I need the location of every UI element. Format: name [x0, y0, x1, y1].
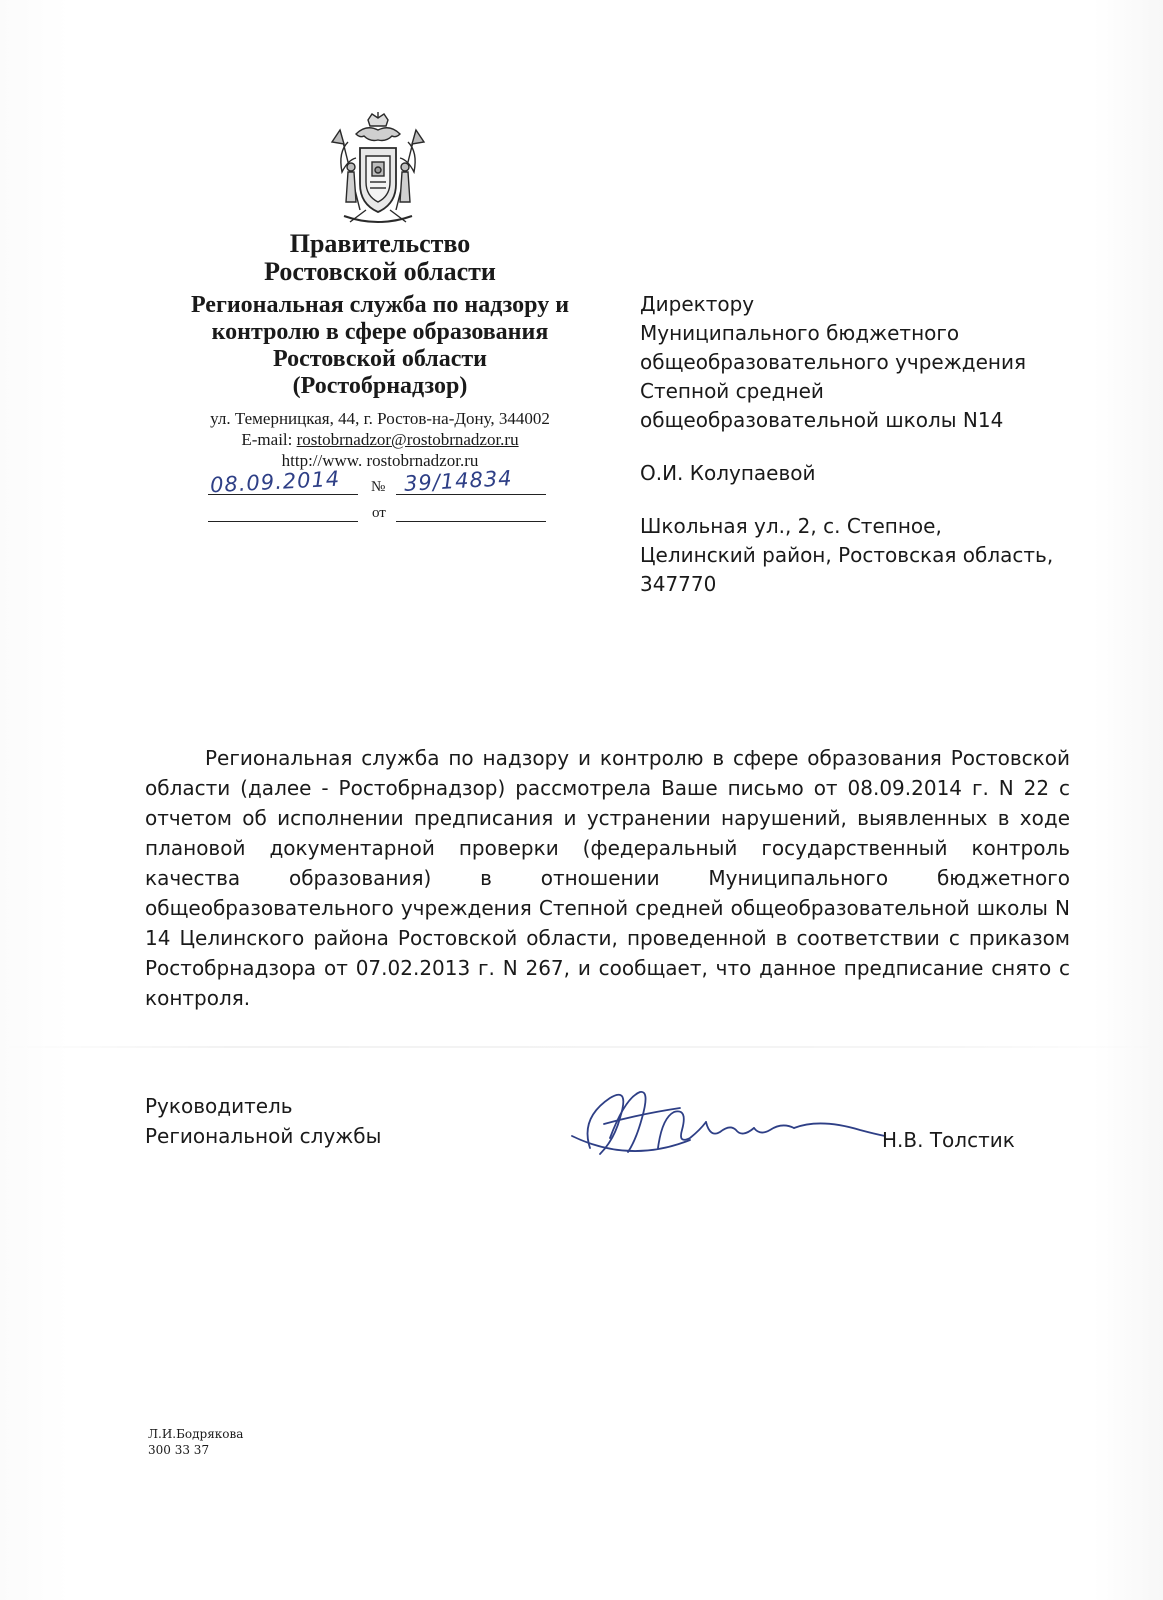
recipient-line-1: Директору — [640, 292, 755, 316]
service-name-line-3: Ростовской области — [273, 346, 487, 372]
recipient-postcode: 347770 — [640, 572, 717, 596]
reply-date-line — [208, 521, 358, 522]
executor-name: Л.И.Бодрякова — [148, 1427, 244, 1441]
number-label: № — [371, 479, 386, 495]
reply-number-line — [396, 521, 546, 522]
recipient-line-2: Муниципального бюджетного — [640, 321, 960, 345]
letter-body: Региональная служба по надзору и контролю в сфере образования Ростовской области (далее - Ростобрнадзор) рассмотрела Ваше письмо от 08.09.2014 г. N 22 с отчетом об исполнении предписания и устранении нарушений, выявленных в ходе плановой документарной проверки (федеральный государственный контроль качества образования) в отношении Муниципального бюджетного общеобразовательного учреждения Степной средней общеобразовательной школы N 14 Целинского района Ростовской области, проведенной в соответствии с приказом Ростобрнадзора от 07.02.2013 г. N 267, и сообщает, что данное предписание снято с контроля. — [145, 746, 1070, 1010]
executor-phone: 300 33 37 — [148, 1443, 210, 1457]
sender-block — [140, 230, 620, 471]
registration-number: 39/14834 — [403, 466, 514, 496]
signatory-name: Н.В. Толстик — [882, 1128, 1015, 1152]
recipient-address-2: Целинский район, Ростовская область, — [640, 543, 1054, 567]
government-line-1: Правительство — [289, 229, 471, 258]
sender-email-row — [140, 429, 620, 450]
recipient-name: О.И. Колупаевой — [640, 461, 816, 485]
recipient-line-5: общеобразовательной школы N14 — [640, 408, 1004, 432]
recipient-block — [640, 290, 1110, 599]
coat-of-arms-icon — [326, 112, 430, 232]
government-line-2: Ростовской области — [264, 257, 496, 286]
sender-address: ул. Темерницкая, 44, г. Ростов-на-Дону, 344002 — [210, 409, 550, 428]
signatory-title — [145, 1091, 381, 1151]
registration-date: 08.09.2014 — [209, 466, 341, 498]
from-label: от — [372, 505, 386, 521]
executor-block — [148, 1426, 243, 1458]
service-name-line-2: контролю в сфере образования — [211, 319, 549, 345]
service-name-line-4: (Ростобрнадзор) — [292, 373, 468, 399]
handwritten-signature — [570, 1078, 890, 1168]
sender-contacts — [140, 408, 620, 471]
paper-fold — [0, 1046, 1163, 1048]
recipient-address-1: Школьная ул., 2, с. Степное, — [640, 514, 942, 538]
email-label: E-mail: — [241, 430, 297, 449]
recipient-line-3: общеобразовательного учреждения — [640, 350, 1026, 374]
email-link[interactable]: rostobrnadzor@rostobrnadzor.ru — [296, 430, 519, 449]
signatory-title-line-2: Региональной службы — [145, 1124, 382, 1148]
service-name-line-1: Региональная служба по надзору и — [190, 292, 570, 318]
sender-website[interactable]: http://www. rostobrnadzor.ru — [281, 451, 479, 470]
signatory-title-line-1: Руководитель — [145, 1094, 293, 1118]
recipient-line-4: Степной средней — [640, 379, 824, 403]
